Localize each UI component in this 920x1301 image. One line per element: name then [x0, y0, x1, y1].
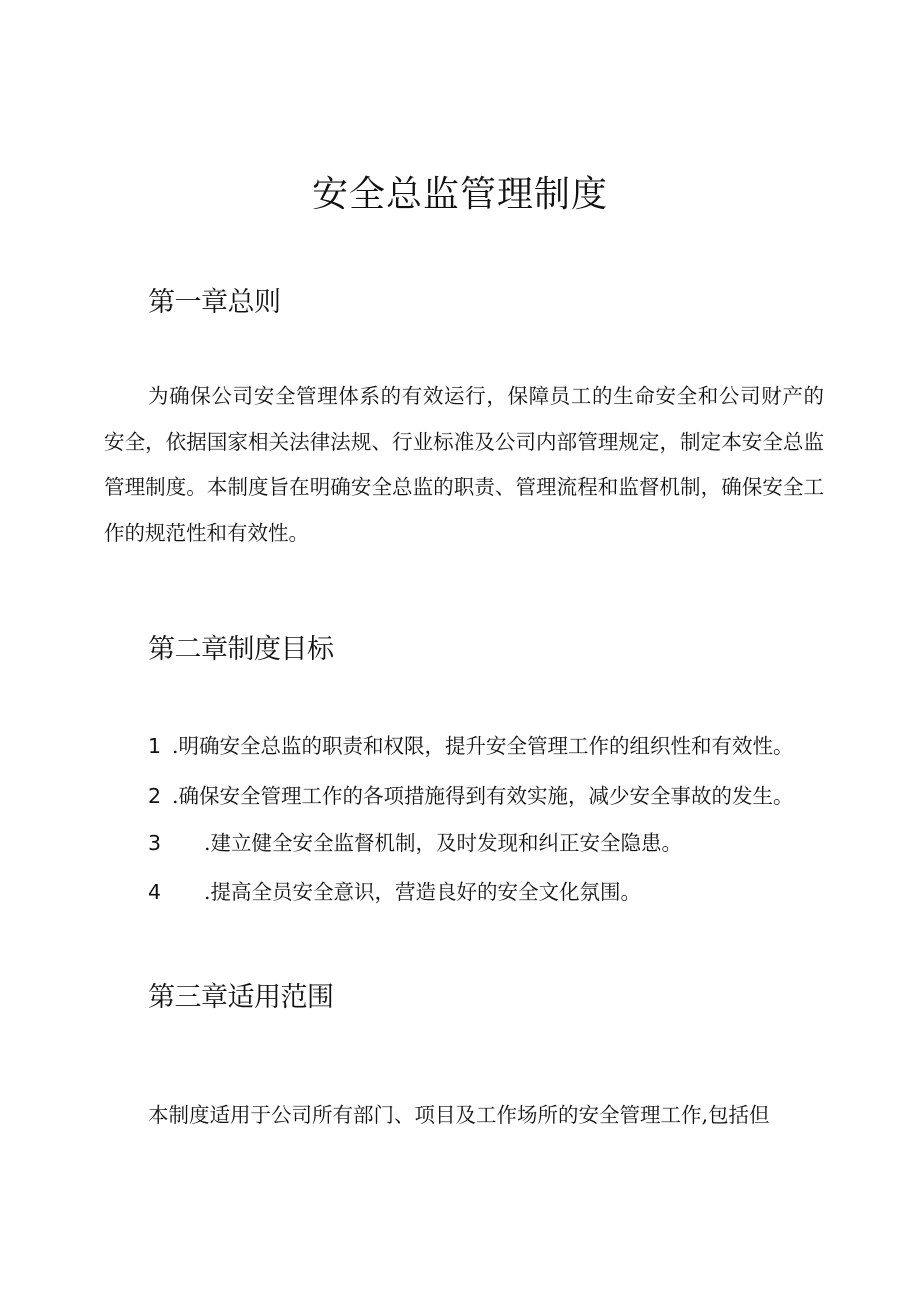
list-item [148, 820, 848, 866]
list-item [148, 723, 848, 769]
list-item [148, 773, 848, 819]
chapter-3-heading: 第三章适用范围 [148, 982, 334, 1013]
list-item-text: .提高全员安全意识，营造良好的安全文化氛围。 [204, 880, 642, 904]
chapter-3-paragraph: 本制度适用于公司所有部门、项目及工作场所的安全管理工作,包括但 [148, 1103, 770, 1127]
chapter-1-heading: 第一章总则 [148, 287, 281, 318]
list-item-number: 2 [148, 784, 162, 808]
list-item [148, 869, 848, 915]
list-item-number: 4 [148, 880, 162, 904]
list-item-text: .建立健全安全监督机制，及时发现和纠正安全隐患。 [204, 831, 683, 855]
document-title: 安全总监管理制度 [311, 174, 608, 215]
chapter-2-heading: 第二章制度目标 [148, 634, 334, 665]
list-item-text: .确保安全管理工作的各项措施得到有效实施，减少安全事故的发生。 [172, 784, 794, 808]
chapter-1-paragraph: 为确保公司安全管理体系的有效运行，保障员工的生命安全和公司财产的安全，依据国家相关法律法规、行业标准及公司内部管理规定，制定本安全总监管理制度。本制度旨在明确安全总监的职责、管理流程和监督机制，确保安全工作的规范性和有效性。 [104, 384, 824, 545]
list-item-number: 3 [148, 831, 162, 855]
list-item-number: 1 [148, 734, 162, 758]
list-item-text: .明确安全总监的职责和权限，提升安全管理工作的组织性和有效性。 [172, 734, 794, 758]
